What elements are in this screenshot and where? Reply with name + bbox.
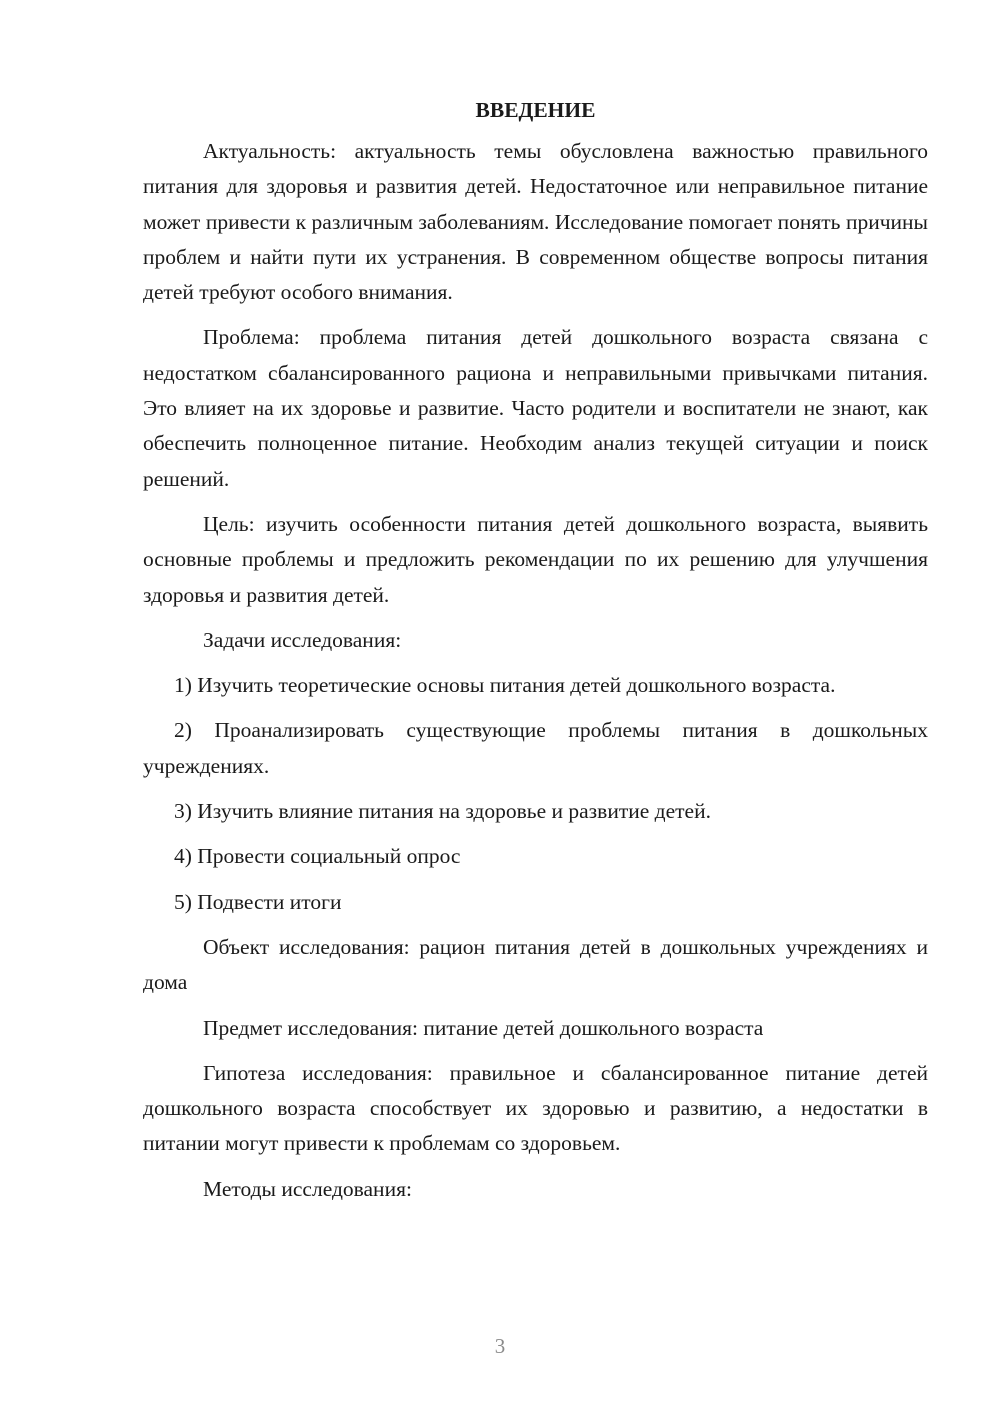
task-item: 1) Изучить теоретические основы питания детей дошкольного возраста. xyxy=(174,673,836,698)
methods-heading: Методы исследования: xyxy=(203,1176,412,1201)
problem-paragraph: Проблема: проблема питания детей дошкольного возраста связана с недостатком сбалансированного рациона и неправильными привычками питания. Это влияет на их здоровье и развитие. Часто родители и воспитатели не знают, как обеспечить полноценное питание. Необходим анализ текущей ситуации и поиск решений. xyxy=(143,325,928,491)
task-item: 4) Провести социальный опрос xyxy=(174,844,461,869)
document-page xyxy=(143,92,928,1217)
object-paragraph: Объект исследования: рацион питания детей в дошкольных учреждениях и дома xyxy=(143,934,928,995)
goal-paragraph: Цель: изучить особенности питания детей дошкольного возраста, выявить основные проблемы и предложить рекомендации по их решению для улучшения здоровья и развития детей. xyxy=(143,511,928,607)
task-item: 2) Проанализировать существующие проблемы питания в дошкольных учреждениях. xyxy=(143,718,928,778)
subject-paragraph: Предмет исследования: питание детей дошкольного возраста xyxy=(203,1015,764,1040)
relevance-paragraph: Актуальность: актуальность темы обусловлена важностью правильного питания для здоровья и развития детей. Недостаточное или неправильное питание может привести к различным заболеваниям. Исследование помогает понять причины проблем и найти пути их устранения. В современном обществе вопросы питания детей требуют особого внимания. xyxy=(143,139,928,305)
task-item: 3) Изучить влияние питания на здоровье и развитие детей. xyxy=(174,799,711,824)
hypothesis-paragraph: Гипотеза исследования: правильное и сбалансированное питание детей дошкольного возраста способствует их здоровью и развитию, а недостатки в питании могут привести к проблемам со здоровьем. xyxy=(143,1060,928,1156)
page-number: 3 xyxy=(494,1334,506,1358)
tasks-heading: Задачи исследования: xyxy=(203,627,402,652)
section-title: ВВЕДЕНИЕ xyxy=(475,98,596,122)
task-item: 5) Подвести итоги xyxy=(174,889,342,914)
